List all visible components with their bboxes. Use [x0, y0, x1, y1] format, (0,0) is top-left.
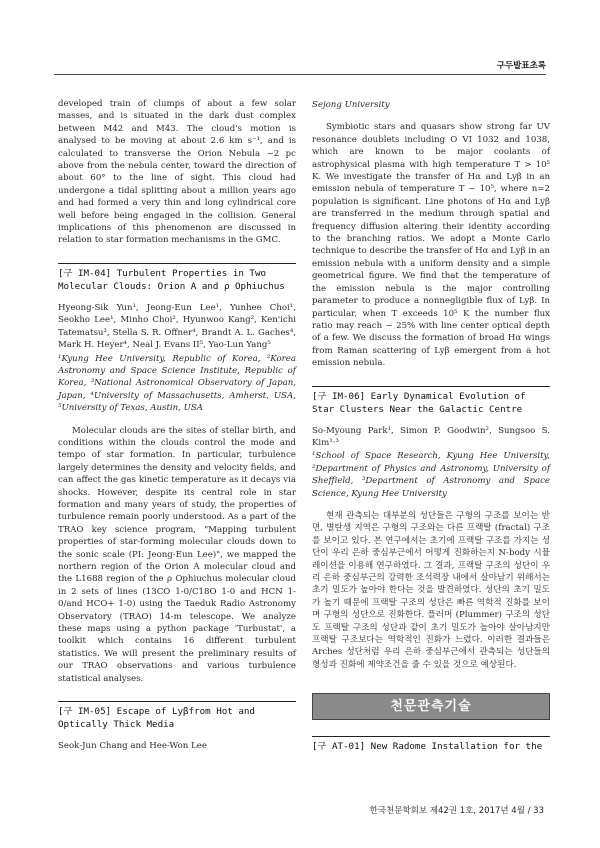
im03-abstract-continued: developed train of clumps of about a few solar masses, and is situated in the dark dust complex between M42 and M43. The cloud's motion is analysed to be moving at about 2.6 km s⁻¹, and is calculated to transverse the Orion Nebula ~2 pc above from the nebula center, toward the direction of about 60° to the line of sight. This cloud had undergone a tidal splitting about a million years ago and had formed a very thin and long cylindrical core well before being engaged in the collision. General implications of this phenomenon are discussed in relation to star formation mechanisms in the GMC.: [58, 99, 296, 246]
im06-abstract: 현재 관측되는 대부분의 성단들은 구형의 구조를 보이는 반면, 별탄생 지역은 구형의 구조와는 다른 프랙탈 (fractal) 구조를 보이고 있다. 본 연구에서는 초기에 프랙탈 구조를 가지는 성단이 우리 은하 중심부근에서 어떻게 진화하는지 N-body 시뮬레이션을 이용해 연구하였다. 그 결과, 프랙탈 구조의 성단이 우리 은하 중심부근의 강력한 조석력장 내에서 살아남기 위해서는 초기 밀도가 높아야 한다는 것을 발견하였다. 성단의 초기 밀도가 높기 때문에 프랙탈 구조의 성단은 빠른 역학적 진화를 보이며 구형의 성단으로 진화한다. 플러머 (Plummer) 구조의 성단도 프랙탈 구조의 성단과 같이 초기 밀도가 높아야 살아남지만 프랙탈 구조보다는 역학적인 진화가 느렸다. 이러한 결과들은 Arches 성단처럼 우리 은하 중심부근에서 관측되는 성단들의 형성과 진화에 제약조건을 줄 수 있을 것으로 예상된다.: [312, 510, 550, 670]
at01-title: [구 AT-01] New Radome Installation for the: [312, 736, 550, 753]
im05-authors: Seok-Jun Chang and Hee-Won Lee: [58, 741, 207, 752]
im06-authors: So-Myoung Park¹, Simon P. Goodwin², Sungsoo S. Kim¹·³: [312, 425, 550, 448]
im05-affiliation: Sejong University: [312, 100, 390, 110]
im05-title: [구 IM-05] Escape of Lyβfrom Hot and Optically Thick Media: [58, 701, 296, 731]
im05-abstract: Symbiotic stars and quasars show strong far UV resonance doublets including O VI 1032 and 1038, which are known to be major coolants of astrophysical plasma with high temperature T > 10⁵ K. We investigate the transfer of Hα and Lyβ in an emission nebula of temperature T ~ 10⁵, where n=2 population is significant. Line photons of Hα and Lyβ are transferred in the medium through spatial and frequency diffusion altering their identity according to the branching ratios. We adopt a Monte Carlo technique to describe the transfer of Hα and Lyβ in an emission nebula with a uniform density and a simple geometrical figure. We find that the temperature of the emission nebula is the major controlling parameter to produce a nonnegligible flux of Lyβ. In particular, when T exceeds 10⁵ K the number flux ratio may reach ~ 25% with line center optical depth of a few. We discuss the formation of broad Hα wings from Raman scattering of Lyβ emergent from a hot emission nebula.: [312, 122, 550, 369]
im06-title: [구 IM-06] Early Dynamical Evolution of Star Clusters Near the Galactic Centre: [312, 386, 550, 416]
im04-authors: Hyeong-Sik Yun¹, Jeong-Eun Lee¹, Yunhee Choi¹, Seokho Lee¹, Minho Choi², Hyunwoo Kang², Ken'ichi Tatematsu³, Stella S. R. Offner⁴, Brandt A. L. Gaches⁴, Mark H. Heyer⁴, Neal J. Evans II⁵, Yao-Lun Yang⁵: [58, 302, 296, 351]
im04-title: [구 IM-04] Turbulent Properties in Two Molecular Clouds: Orion A and ρ Ophiuchus: [58, 263, 296, 293]
im06-affiliations: ¹School of Space Research, Kyung Hee University, ²Department of Physics and Astronomy, University of Sheffield, ³Department of Astronomy and Space Science, Kyung Hee University: [312, 451, 550, 499]
header-rule: [54, 74, 546, 75]
right-column: [312, 98, 550, 753]
section-banner-label: 천문관측기술: [390, 698, 472, 714]
section-banner: [312, 693, 550, 720]
page-footer: 한국천문학회보 제42권 1호, 2017년 4월 / 33: [369, 806, 544, 816]
im04-affiliations: ¹Kyung Hee University, Republic of Korea, ²Korea Astronomy and Space Science Institute, Republic of Korea, ³National Astronomical Observatory of Japan, Japan, ⁴University of Massachusetts, Amherst, USA, ⁵University of Texas, Austin, USA: [58, 353, 296, 414]
left-column: [58, 98, 296, 752]
section-header-label: 구두발표초록: [496, 61, 546, 71]
im04-abstract: Molecular clouds are the sites of stellar birth, and conditions within the clouds control the mode and tempo of star formation. In particular, turbulence largely determines the density and velocity fields, and can affect the gas kinetic temperature as it decays via shocks. However, despite its central role in star formation and many years of study, the properties of turbulence remain poorly understood. As a part of the TRAO key science program, "Mapping turbulent properties of star-forming molecular clouds down to the sonic scale (PI: Jeong-Eun Lee)", we mapped the northern region of the Orion A molecular cloud and the L1688 region of the ρ Ophiuchus molecular cloud in 2 sets of lines (13CO 1-0/C18O 1-0 and HCN 1-0/and HCO+ 1-0) using the Taeduk Radio Astronomy Observatory (TRAO) 14-m telescope. We analyze these maps using a python package 'Turbustat', a toolkit which contains 16 different turbulent statistics. We will present the preliminary results of our TRAO observations and various turbulence statistical analyses.: [58, 425, 296, 684]
